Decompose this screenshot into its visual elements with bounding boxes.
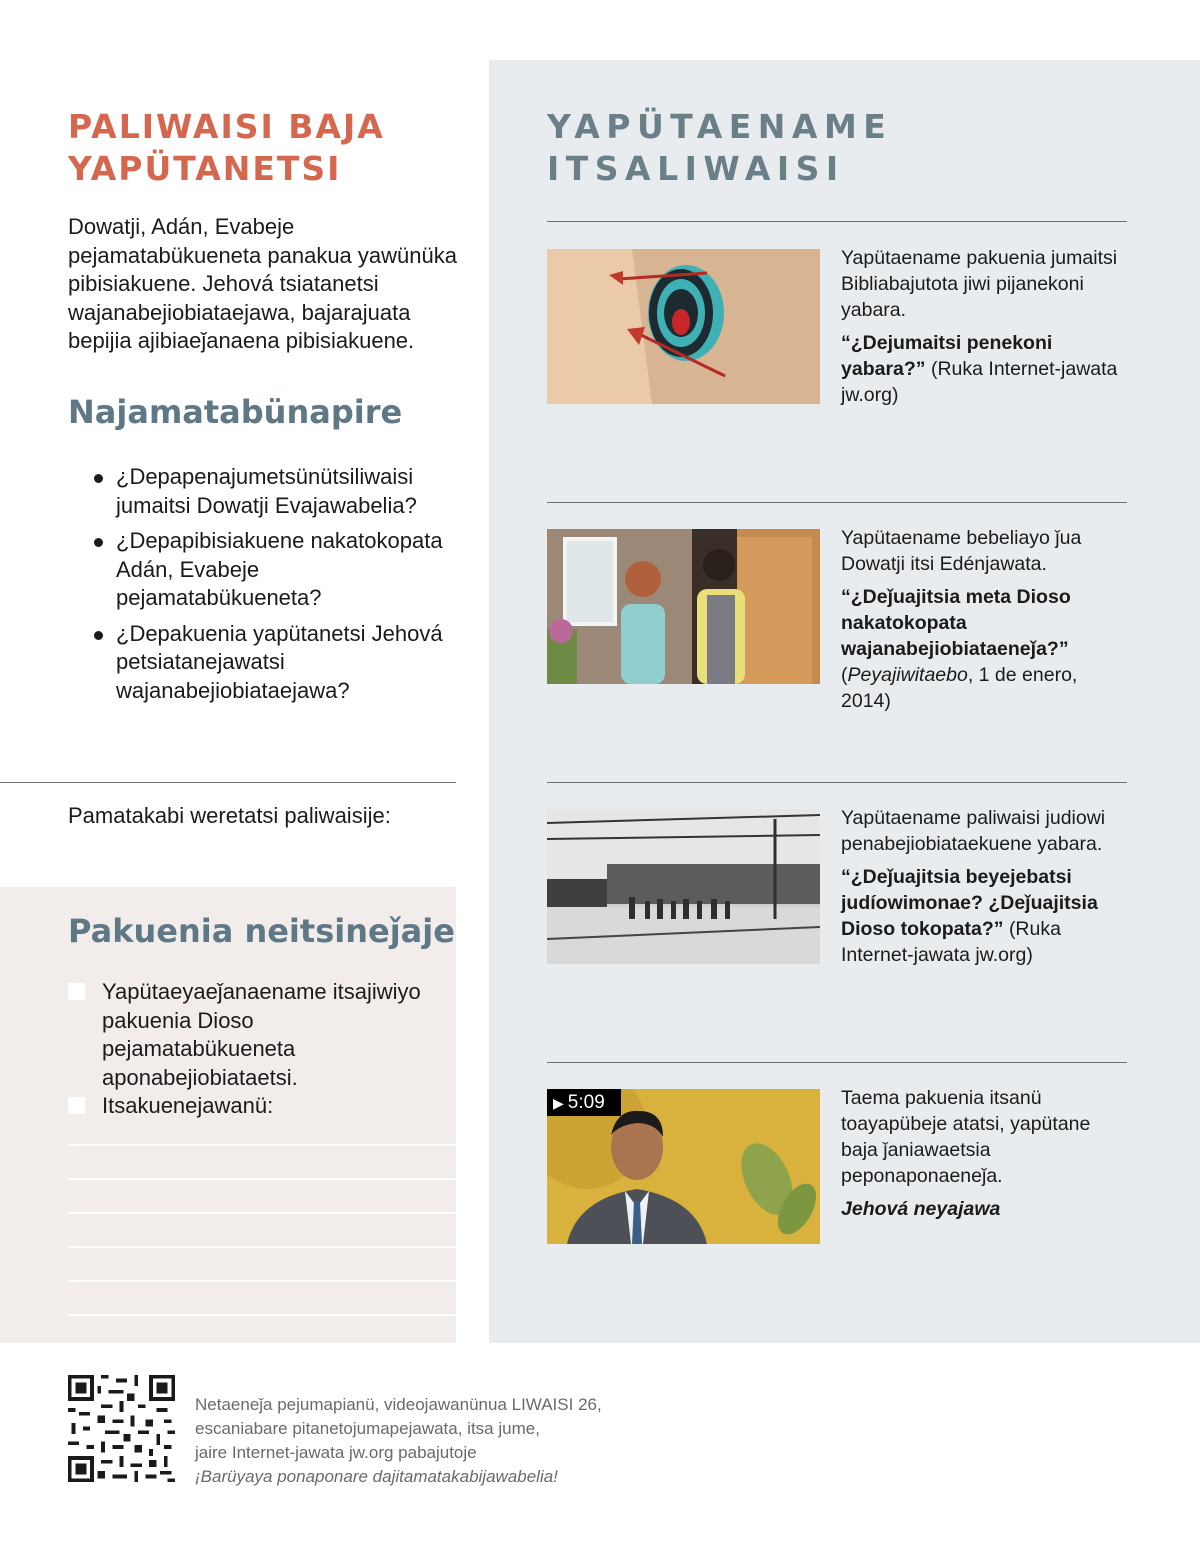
questions-heading: Najamatabünapire — [68, 393, 403, 431]
footer-line: Netaeneǰa pejumapianü, videojawanünua LIWAISI 26, — [195, 1395, 602, 1414]
writing-line[interactable] — [68, 1280, 456, 1282]
divider — [0, 782, 456, 783]
learn-more-title-line-2: ITSALIWAISI — [547, 149, 845, 188]
learn-more-title — [547, 106, 1107, 190]
resource-card-text — [841, 1085, 1131, 1222]
card-description: Yapütaename pakuenia jumaitsi Bibliabajutota jiwi pijanekoni yabara. — [841, 247, 1118, 321]
women-at-door-image[interactable] — [547, 529, 820, 684]
footer-line: ¡Barüyaya ponaponare dajitamatakabijawabelia! — [195, 1467, 558, 1486]
card-description: Yapütaename paliwaisi judiowi penabejiobiataekuene yabara. — [841, 807, 1106, 855]
checklist-label: Itsakuenejawanü: — [102, 1093, 274, 1118]
footer-line: jaire Internet-jawata jw.org pabajutoje — [195, 1443, 477, 1462]
checkbox[interactable] — [68, 1097, 85, 1114]
card-description: Taema pakuenia itsanü toayapübeje atatsi, yapütane baja ǰaniawaetsia peponaponaeneǰa. — [841, 1087, 1091, 1187]
qr-code-icon[interactable] — [68, 1375, 175, 1482]
question-item: ¿Depakuenia yapütanetsi Jehová petsiatanejawatsi wajanabejiobiataejawa? — [92, 620, 464, 706]
camp-image[interactable] — [547, 809, 820, 964]
magazine-title: Peyajiwitaebo — [847, 664, 968, 686]
card-description: Yapütaename bebeliayo ǰua Dowatji itsi Edénjawata. — [841, 527, 1082, 575]
writing-line[interactable] — [68, 1144, 456, 1146]
checklist-label: Yapütaeyaeǰanaename itsajiwiyo pakuenia Dioso pejamatabükueneta aponabejiobiataetsi. — [102, 979, 421, 1090]
next-steps-heading: Pakuenia neitsineǰaje — [68, 912, 455, 950]
article-link[interactable]: “¿Deǰuajitsia meta Dioso nakatokopata wajanabejiobiataeneǰa?” — [841, 586, 1071, 660]
writing-line[interactable] — [68, 1212, 456, 1214]
article-source-prefix: ( — [841, 664, 848, 686]
learn-more-title-line-1: YAPÜTAENAME — [547, 107, 893, 146]
video-duration-badge — [547, 1089, 621, 1116]
resource-card-text — [841, 525, 1131, 714]
question-list — [92, 463, 464, 712]
play-icon: ▶ — [553, 1095, 564, 1111]
page-title-line-1: PALIWAISI BAJA — [68, 107, 385, 146]
writing-line[interactable] — [68, 1178, 456, 1180]
divider — [547, 1062, 1127, 1063]
divider — [547, 502, 1127, 503]
intro-paragraph: Dowatji, Adán, Evabeje pejamatabükueneta panakua yawünüka pibisiakuene. Jehová tsiatanetsi wajanabejiobiataejawa, bajarajuata bepijia ajibiaeǰanaena pibisiakuene. — [68, 214, 457, 353]
question-item: ¿Depapibisiakuene nakatokopata Adán, Evabeje pejamatabükueneta? — [92, 527, 464, 613]
writing-line[interactable] — [68, 1246, 456, 1248]
page-title-line-2: YAPÜTANETSI — [68, 149, 342, 188]
writing-line[interactable] — [68, 1314, 456, 1316]
article-source: (Ruka Internet-jawata jw.org) — [841, 358, 1118, 406]
article-source: (Ruka Internet-jawata jw.org) — [841, 918, 1061, 966]
page-title — [68, 106, 468, 190]
footer-note — [195, 1393, 675, 1489]
two-women-at-door-icon — [547, 529, 820, 684]
divider — [547, 221, 1127, 222]
read-label: Pamatakabi weretatsi paliwaisije: — [68, 803, 391, 828]
video-duration: 5:09 — [567, 1092, 605, 1113]
divider — [547, 782, 1127, 783]
checklist-item[interactable] — [68, 1092, 448, 1121]
article-link[interactable]: “¿Dejumaitsi penekoni yabara?” — [841, 332, 1053, 380]
question-item: ¿Depapenajumetsünütsiliwaisi jumaitsi Dowatji Evajawabelia? — [92, 463, 464, 520]
video-link[interactable]: Jehová neyajawa — [841, 1198, 1001, 1220]
article-link[interactable]: “¿Deǰuajitsia beyejebatsi judíowimonae? ¿Deǰuajitsia Dioso tokopata?” — [841, 866, 1098, 940]
article-source-suffix: , 1 de enero, 2014) — [841, 664, 1078, 712]
resource-card-text — [841, 805, 1131, 968]
checklist-item[interactable] — [68, 978, 448, 1092]
target-image[interactable] — [547, 249, 820, 404]
footer-line: escaniabare pitanetojumapejawata, itsa jume, — [195, 1419, 540, 1438]
checkbox[interactable] — [68, 983, 85, 1000]
resource-card-text — [841, 245, 1131, 408]
barbed-wire-camp-icon — [547, 809, 820, 964]
target-with-arrows-icon — [547, 249, 820, 404]
